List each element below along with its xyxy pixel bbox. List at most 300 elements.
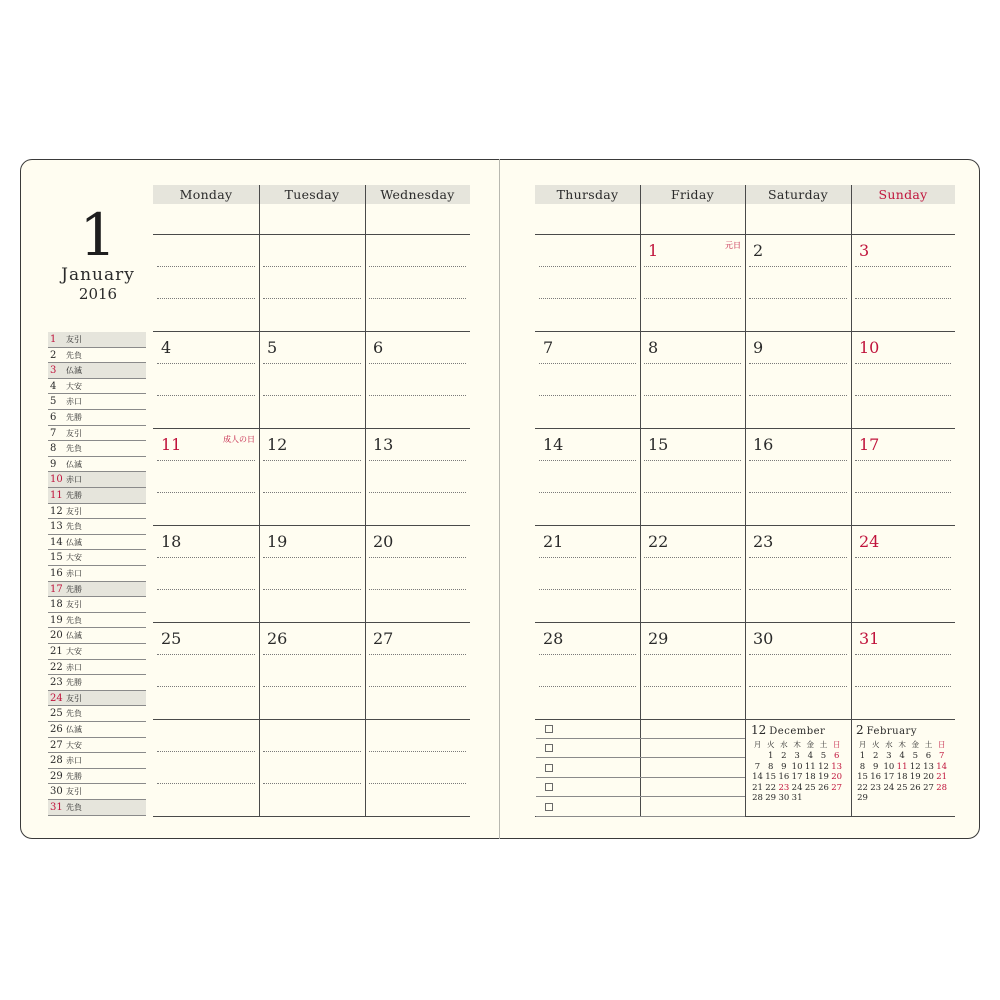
daily-list-rokuyo: 先勝: [66, 491, 82, 500]
writing-line: [644, 460, 741, 461]
mini-calendar-day: 29: [857, 793, 868, 803]
mini-calendar-weekday: 木: [793, 740, 801, 749]
mini-calendar-day: 10: [791, 761, 803, 772]
day-number: 9: [753, 338, 764, 357]
daily-list-row: [48, 691, 146, 707]
writing-line: [157, 751, 255, 752]
daily-list-rokuyo: 仏滅: [66, 725, 82, 734]
mini-calendar-day: 25: [896, 782, 908, 793]
daily-list-date: 14: [50, 536, 63, 548]
grid-column-divider: [365, 185, 366, 817]
day-number: 31: [859, 629, 880, 648]
daily-list-row: [48, 550, 146, 566]
mini-calendar-day: 1: [767, 751, 774, 761]
daily-list-row: [48, 488, 146, 504]
writing-line: [157, 266, 255, 267]
daily-list-rokuyo: 仏滅: [66, 459, 82, 469]
checkbox[interactable]: [545, 803, 553, 811]
mini-calendar-weekday: 木: [898, 740, 906, 749]
writing-line: [263, 460, 361, 461]
daily-list-row: [48, 597, 146, 613]
mini-calendar-day: 4: [899, 751, 905, 761]
mini-calendar-day: 9: [872, 761, 879, 772]
mini-calendar-day: 26: [818, 782, 829, 793]
mini-calendar-day: 20: [831, 772, 843, 782]
checklist-line: [536, 757, 745, 758]
daily-list-row: [48, 457, 146, 473]
writing-line: [855, 557, 951, 558]
mini-calendar-day: 17: [791, 772, 803, 782]
daily-list-row: [48, 363, 146, 379]
day-number: 12: [267, 435, 288, 454]
mini-calendar-weekday: 金: [911, 740, 920, 749]
mini-calendar-day: 16: [870, 772, 882, 782]
writing-line: [539, 654, 636, 655]
writing-line: [157, 589, 255, 590]
daily-list-rokuyo: 仏滅: [66, 537, 82, 547]
writing-line: [749, 686, 847, 687]
holiday-label: 成人の日: [223, 435, 255, 444]
daily-list-rokuyo: 先勝: [66, 584, 82, 594]
grid-row-divider: [535, 331, 955, 332]
daily-list-date: 30: [50, 786, 63, 798]
mini-calendar-day: 11: [896, 761, 908, 772]
mini-calendar-month-number: 12: [751, 723, 767, 737]
grid-row-divider: [153, 622, 470, 623]
checklist-line: [536, 777, 745, 778]
writing-line: [369, 589, 466, 590]
writing-line: [263, 686, 361, 687]
writing-line: [263, 783, 361, 784]
mini-calendar-day: 18: [804, 772, 816, 782]
daily-list-row: [48, 410, 146, 426]
daily-list-row: [48, 644, 146, 660]
daily-list-date: 8: [50, 443, 57, 455]
mini-calendar-day: 2: [781, 751, 787, 761]
checklist-line: [536, 816, 745, 817]
mini-calendar-day: 27: [831, 782, 843, 793]
daily-list-rokuyo: 仏滅: [66, 366, 82, 376]
day-number: 27: [373, 629, 394, 648]
daily-list-date: 12: [50, 505, 63, 517]
writing-line: [369, 557, 466, 558]
writing-line: [855, 395, 951, 396]
writing-line: [539, 686, 636, 687]
day-number: 8: [648, 338, 659, 357]
mini-calendar-weekday: 水: [780, 740, 788, 749]
daily-list-date: 28: [50, 755, 63, 767]
daily-list-row: [48, 472, 146, 488]
writing-line: [157, 460, 255, 461]
writing-line: [855, 266, 951, 267]
mini-calendar-day: 23: [870, 782, 882, 793]
mini-calendar-day: 19: [909, 772, 921, 782]
daily-list-rokuyo: 大安: [66, 647, 82, 656]
writing-line: [644, 589, 741, 590]
writing-line: [749, 460, 847, 461]
month-number: 1: [79, 201, 117, 269]
daily-list-rokuyo: 先負: [66, 709, 82, 719]
daily-list-row: [48, 426, 146, 442]
writing-line: [855, 492, 951, 493]
daily-list-date: 1: [50, 334, 57, 345]
daily-list-rokuyo: 先勝: [66, 771, 82, 781]
mini-calendar-day: 17: [883, 772, 895, 782]
mini-calendar-day: 26: [909, 782, 921, 793]
day-number: 16: [753, 435, 774, 454]
daily-list-rokuyo: 友引: [66, 506, 82, 516]
weekday-header: Monday: [153, 185, 259, 204]
mini-calendar-day: 15: [765, 772, 777, 782]
day-number: 19: [267, 532, 288, 551]
mini-calendar-day: 29: [765, 793, 777, 803]
writing-line: [749, 266, 847, 267]
daily-list-date: 16: [50, 568, 63, 579]
daily-list-date: 22: [50, 661, 63, 673]
day-number: 3: [859, 241, 870, 260]
grid-row-divider: [153, 234, 470, 235]
writing-line: [263, 654, 361, 655]
writing-line: [539, 395, 636, 396]
mini-calendar-weekday: 土: [924, 740, 933, 749]
daily-list-rokuyo: 先負: [66, 350, 82, 360]
writing-line: [539, 557, 636, 558]
daily-list-rokuyo: 赤口: [66, 756, 82, 766]
writing-line: [749, 395, 847, 396]
writing-line: [644, 686, 741, 687]
writing-line: [263, 557, 361, 558]
daily-list-row: [48, 800, 146, 816]
mini-calendar-weekday: 日: [832, 740, 841, 749]
daily-list-row: [48, 628, 146, 644]
writing-line: [644, 266, 741, 267]
writing-line: [369, 395, 466, 396]
daily-list-row: [48, 660, 146, 676]
grid-row-divider: [535, 525, 955, 526]
daily-list-date: 17: [50, 583, 63, 595]
writing-line: [749, 363, 847, 364]
daily-list-rokuyo: 赤口: [66, 475, 82, 485]
writing-line: [644, 363, 741, 364]
writing-line: [749, 654, 847, 655]
mini-calendar-day: 7: [938, 751, 945, 761]
writing-line: [157, 492, 255, 493]
daily-list-rokuyo: 友引: [66, 335, 82, 344]
daily-list-row: [48, 348, 146, 364]
daily-list-date: 27: [50, 739, 63, 751]
writing-line: [855, 654, 951, 655]
mini-calendar-day: 21: [936, 772, 948, 782]
writing-line: [369, 266, 466, 267]
checklist-line: [536, 738, 745, 739]
day-number: 6: [373, 338, 384, 357]
daily-list-rokuyo: 友引: [66, 600, 82, 610]
writing-line: [644, 654, 741, 655]
mini-calendar-day: 20: [923, 772, 934, 782]
mini-calendar-day: 8: [859, 761, 866, 772]
daily-list-date: 18: [50, 599, 63, 611]
day-number: 7: [543, 338, 554, 357]
mini-calendar-day: 14: [936, 761, 948, 772]
month-name: January: [61, 265, 135, 285]
daily-list-row: [48, 504, 146, 520]
writing-line: [263, 298, 361, 299]
mini-calendar-day: 6: [925, 751, 932, 761]
writing-line: [157, 363, 255, 364]
daily-list-date: 4: [50, 380, 57, 392]
writing-line: [644, 395, 741, 396]
day-number: 22: [648, 532, 669, 551]
writing-line: [263, 363, 361, 364]
checkbox[interactable]: [545, 764, 553, 772]
mini-calendar-day: 28: [936, 782, 948, 793]
writing-line: [539, 460, 636, 461]
writing-line: [539, 363, 636, 364]
checklist-line: [536, 796, 745, 797]
grid-row-divider: [535, 428, 955, 429]
writing-line: [157, 686, 255, 687]
day-number: 29: [648, 629, 669, 648]
daily-list-date: 10: [50, 474, 63, 486]
writing-line: [369, 686, 466, 687]
mini-calendar-day: 21: [752, 782, 763, 793]
writing-line: [263, 492, 361, 493]
day-number: 18: [161, 532, 182, 551]
mini-calendar-day: 24: [883, 782, 895, 793]
daily-list-rokuyo: 赤口: [66, 397, 82, 407]
mini-calendar-weekday: 火: [871, 740, 880, 749]
grid-row-divider: [535, 234, 955, 235]
daily-list-date: 19: [50, 614, 63, 626]
daily-list-date: 9: [50, 458, 57, 470]
daily-list-date: 6: [50, 412, 57, 423]
writing-line: [369, 460, 466, 461]
daily-list-rokuyo: 先負: [66, 803, 82, 812]
writing-line: [749, 589, 847, 590]
writing-line: [644, 298, 741, 299]
mini-calendar-month-name: December: [769, 726, 826, 737]
grid-row-divider: [153, 428, 470, 429]
weekday-header: Sunday: [851, 185, 955, 204]
daily-list-date: 11: [50, 490, 63, 501]
mini-calendar-title: [856, 723, 917, 737]
weekday-header: Saturday: [745, 185, 851, 204]
mini-calendar-month-name: February: [866, 726, 917, 737]
writing-line: [157, 298, 255, 299]
daily-list-row: [48, 566, 146, 582]
daily-list-date: 21: [50, 646, 63, 657]
mini-calendar-month-number: 2: [856, 723, 864, 737]
writing-line: [749, 492, 847, 493]
daily-list-row: [48, 769, 146, 785]
day-number: 10: [859, 338, 880, 357]
daily-list-row: [48, 753, 146, 769]
day-number: 4: [161, 338, 172, 357]
book-spine: [499, 159, 500, 839]
mini-calendar-day: 18: [896, 772, 908, 782]
weekday-header: Thursday: [535, 185, 640, 204]
daily-list-date: 24: [50, 692, 63, 704]
mini-calendar-weekday: 月: [858, 740, 867, 749]
day-number: 17: [859, 435, 880, 454]
day-number: 2: [753, 241, 764, 260]
mini-calendar-day: 22: [765, 782, 777, 793]
mini-calendar-day: 11: [804, 761, 816, 772]
writing-line: [369, 654, 466, 655]
daily-list-row: [48, 784, 146, 800]
daily-list-row: [48, 738, 146, 754]
daily-list-date: 2: [50, 349, 57, 361]
writing-line: [157, 557, 255, 558]
day-number: 25: [161, 629, 182, 648]
day-number: 26: [267, 629, 288, 648]
daily-list-rokuyo: 大安: [66, 740, 82, 750]
writing-line: [855, 589, 951, 590]
daily-list-row: [48, 535, 146, 551]
day-number: 20: [373, 532, 394, 551]
mini-calendar-day: 12: [818, 761, 829, 772]
daily-list-date: 23: [50, 677, 63, 689]
daily-list-rokuyo: 大安: [66, 381, 82, 391]
day-number: 15: [648, 435, 669, 454]
writing-line: [263, 589, 361, 590]
mini-calendar-day: 31: [791, 793, 803, 803]
writing-line: [263, 266, 361, 267]
checkbox[interactable]: [545, 744, 553, 752]
day-number: 13: [373, 435, 394, 454]
daily-list-rokuyo: 友引: [66, 787, 82, 797]
mini-calendar-day: 13: [831, 761, 843, 772]
day-number: 23: [753, 532, 774, 551]
daily-list-rokuyo: 大安: [66, 553, 82, 563]
daily-list-date: 7: [50, 427, 57, 439]
grid-row-divider: [535, 622, 955, 623]
daily-list-date: 5: [50, 396, 57, 408]
mini-calendar-day: 16: [778, 772, 790, 782]
mini-calendar-day: 2: [872, 751, 879, 761]
daily-list-rokuyo: 友引: [66, 693, 82, 703]
day-number: 1: [648, 241, 659, 260]
mini-calendar-day: 7: [754, 761, 761, 772]
mini-calendar-day: 10: [883, 761, 895, 772]
month-year: 2016: [78, 285, 118, 303]
daily-list-row: [48, 706, 146, 722]
writing-line: [263, 751, 361, 752]
writing-line: [369, 492, 466, 493]
daily-list-row: [48, 332, 146, 348]
writing-line: [369, 298, 466, 299]
day-number: 28: [543, 629, 564, 648]
writing-line: [539, 298, 636, 299]
weekday-header: Tuesday: [259, 185, 365, 204]
daily-list-rokuyo: 赤口: [66, 569, 82, 578]
grid-row-divider: [535, 719, 955, 720]
mini-calendar-day: 8: [767, 761, 774, 772]
mini-calendar-day: 30: [778, 793, 790, 803]
daily-list-date: 26: [50, 724, 63, 735]
mini-calendar-day: 25: [804, 782, 816, 793]
writing-line: [855, 298, 951, 299]
writing-line: [157, 783, 255, 784]
mini-calendar-weekday: 土: [819, 740, 828, 749]
grid-row-divider: [153, 525, 470, 526]
grid-row-divider: [153, 719, 470, 720]
mini-calendar-day: 12: [909, 761, 921, 772]
daily-list-row: [48, 441, 146, 457]
daily-list-rokuyo: 先負: [66, 522, 82, 532]
writing-line: [855, 686, 951, 687]
mini-calendar-day: 3: [886, 751, 892, 761]
writing-line: [749, 298, 847, 299]
mini-calendar-day: 15: [857, 772, 868, 782]
daily-list-date: 31: [50, 802, 63, 813]
grid-column-divider: [640, 185, 641, 817]
writing-line: [539, 589, 636, 590]
mini-calendar-day: 5: [912, 751, 918, 761]
mini-calendar-day: 9: [781, 761, 787, 772]
daily-list-date: 25: [50, 708, 63, 720]
daily-list-row: [48, 394, 146, 410]
day-number: 24: [859, 532, 880, 551]
daily-list-rokuyo: 先負: [66, 615, 82, 625]
grid-row-divider: [153, 816, 470, 817]
grid-column-divider: [851, 185, 852, 817]
daily-list-row: [48, 675, 146, 691]
daily-list-row: [48, 519, 146, 535]
daily-list-date: 3: [50, 365, 57, 377]
writing-line: [539, 266, 636, 267]
writing-line: [369, 751, 466, 752]
daily-list-rokuyo: 友引: [66, 428, 82, 438]
grid-row-divider: [153, 331, 470, 332]
grid-column-divider: [745, 185, 746, 817]
mini-calendar-day: 5: [820, 751, 827, 761]
daily-list-rokuyo: 先勝: [66, 678, 82, 688]
writing-line: [539, 492, 636, 493]
daily-list-rokuyo: 先負: [66, 444, 82, 454]
daily-list-date: 20: [50, 630, 63, 642]
daily-list-row: [48, 722, 146, 738]
weekday-header: Wednesday: [365, 185, 470, 204]
mini-calendar-weekday: 日: [937, 740, 946, 749]
day-number: 21: [543, 532, 564, 551]
mini-calendar-day: 27: [923, 782, 934, 793]
mini-calendar-day: 1: [859, 751, 866, 761]
checkbox[interactable]: [545, 783, 553, 791]
daily-list-rokuyo: 赤口: [66, 662, 82, 672]
mini-calendar-day: 24: [791, 782, 803, 793]
writing-line: [157, 654, 255, 655]
writing-line: [263, 395, 361, 396]
mini-calendar-weekday: 月: [753, 740, 762, 749]
writing-line: [644, 557, 741, 558]
mini-calendar-day: 14: [752, 772, 763, 782]
checkbox[interactable]: [545, 725, 553, 733]
mini-calendar-day: 28: [752, 793, 763, 803]
daily-list-row: [48, 379, 146, 395]
daily-list-rokuyo: 先勝: [66, 413, 82, 422]
writing-line: [855, 363, 951, 364]
daily-list-row: [48, 613, 146, 629]
writing-line: [369, 783, 466, 784]
mini-calendar-day: 3: [794, 751, 800, 761]
writing-line: [644, 492, 741, 493]
weekday-header: Friday: [640, 185, 745, 204]
calendar-left-page: [153, 185, 470, 817]
daily-list-date: 29: [50, 770, 63, 782]
daily-list-date: 13: [50, 521, 63, 533]
mini-calendar-day: 19: [818, 772, 829, 782]
